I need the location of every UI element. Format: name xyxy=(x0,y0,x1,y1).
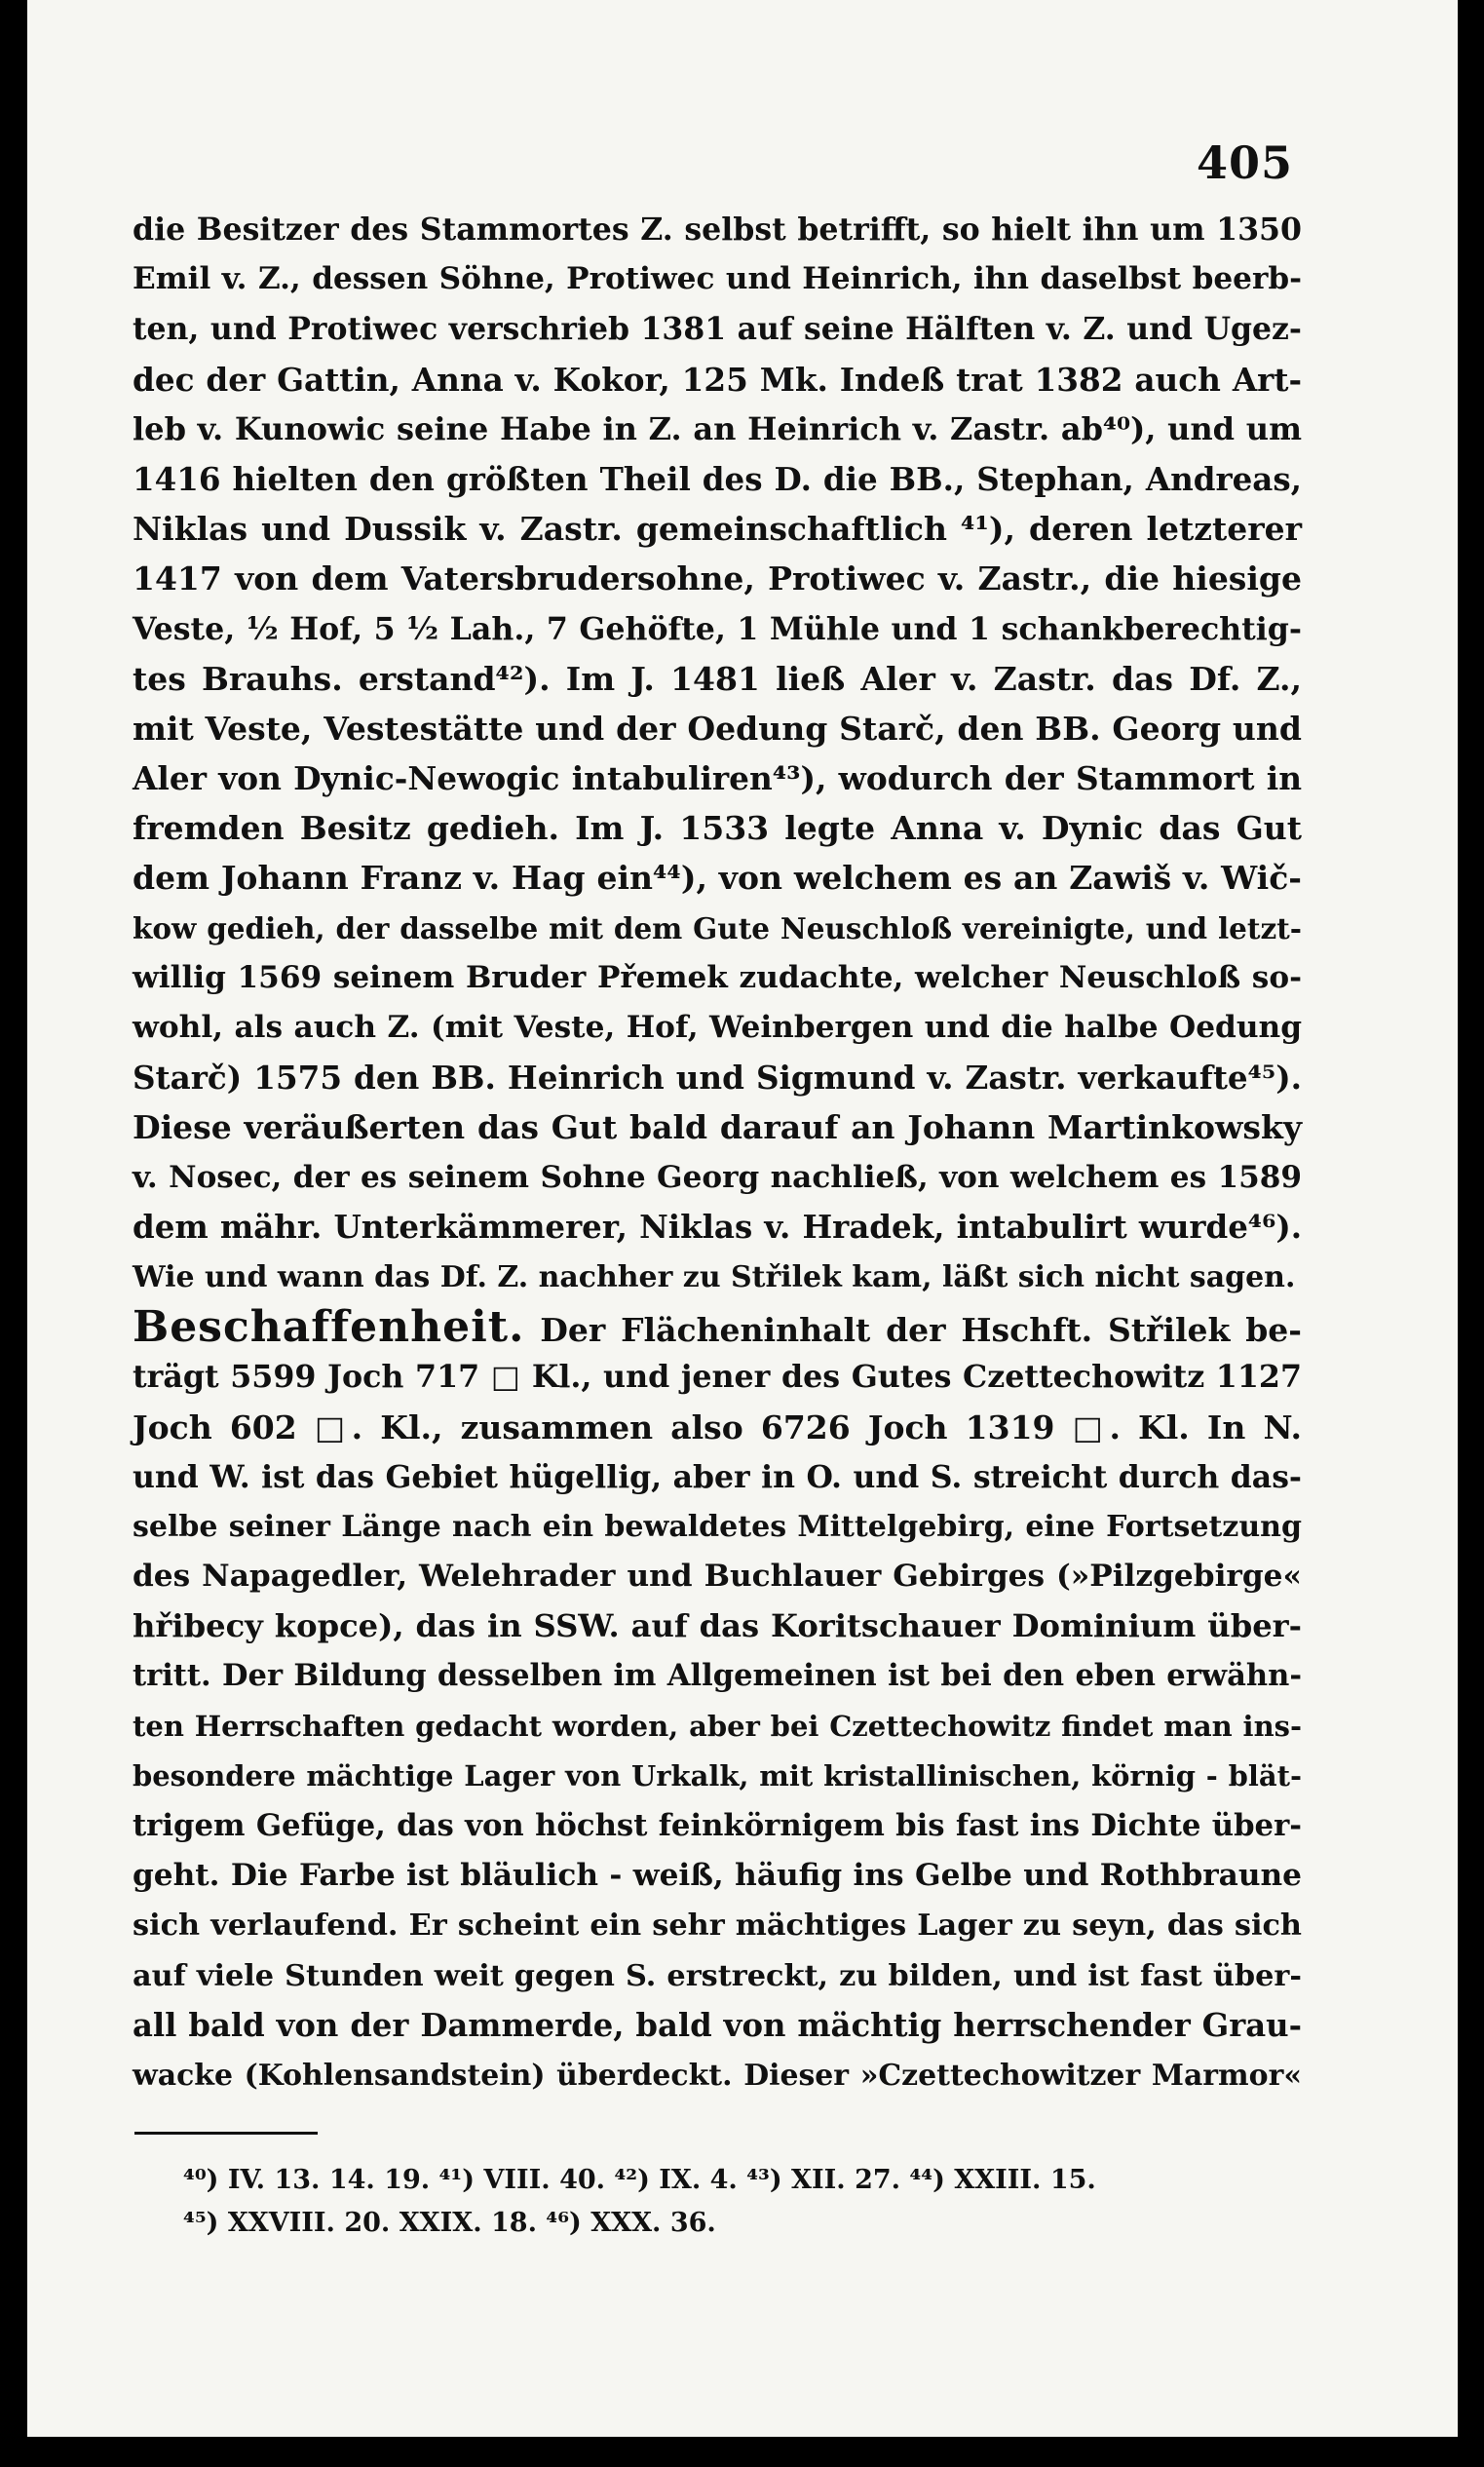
text-line: kow gedieh, der dasselbe mit dem Gute Neuschloß vereinigte, und letzt- xyxy=(133,910,1302,945)
text-line: Aler von Dynic-Newogic intabuliren⁴³), wodurch der Stammort in xyxy=(133,759,1302,798)
text-line: Starč) 1575 den BB. Heinrich und Sigmund v. Zastr. verkaufte⁴⁵). xyxy=(133,1059,1302,1098)
text-line: 1416 hielten den größten Theil des D. die BB., Stephan, Andreas, xyxy=(133,459,1302,498)
footnote-line: ⁴⁰) IV. 13. 14. 19. ⁴¹) VIII. 40. ⁴²) IX. 4. ⁴³) XII. 27. ⁴⁴) XXIII. 15. xyxy=(183,2165,1096,2195)
text-line: Emil v. Z., dessen Söhne, Protiwec und Heinrich, ihn daselbst beerb- xyxy=(133,261,1302,297)
text-line: all bald von der Dammerde, bald von mächtig herrschender Grau- xyxy=(133,2006,1302,2044)
text-line: Niklas und Dussik v. Zastr. gemeinschaftlich ⁴¹), deren letzterer xyxy=(133,510,1302,549)
text-line: sich verlaufend. Er scheint ein sehr mächtiges Lager zu seyn, das sich xyxy=(133,1908,1302,1944)
text-line: des Napagedler, Welehrader und Buchlauer Gebirges (»Pilzgebirge« xyxy=(133,1559,1302,1595)
heading-rest: Der Flächeninhalt der Hschft. Střilek be- xyxy=(524,1311,1302,1350)
text-line: tes Brauhs. erstand⁴²). Im J. 1481 ließ Aler v. Zastr. das Df. Z., xyxy=(133,659,1302,698)
text-line: ten, und Protiwec verschrieb 1381 auf seine Hälften v. Z. und Ugez- xyxy=(133,311,1302,348)
text-line: ten Herrschaften gedacht worden, aber bei Czettechowitz findet man ins- xyxy=(133,1709,1302,1743)
text-line: Wie und wann das Df. Z. nachher zu Střilek kam, läßt sich nicht sagen. xyxy=(133,1259,1296,1294)
body-text xyxy=(133,205,1302,2101)
text-line: hřibecy kopce), das in SSW. auf das Koritschauer Dominium über- xyxy=(133,1607,1302,1645)
text-line: Diese veräußerten das Gut bald darauf an Johann Martinkowsky xyxy=(133,1108,1302,1147)
footnote-line: ⁴⁵) XXVIII. 20. XXIX. 18. ⁴⁶) XXX. 36. xyxy=(183,2208,716,2238)
section-heading-line xyxy=(133,1302,1302,1352)
text-line: 1417 von dem Vatersbrudersohne, Protiwec v. Zastr., die hiesige xyxy=(133,559,1302,598)
text-line: wohl, als auch Z. (mit Veste, Hof, Weinbergen und die halbe Oedung xyxy=(133,1010,1302,1045)
text-line: dem Johann Franz v. Hag ein⁴⁴), von welchem es an Zawiš v. Wič- xyxy=(133,859,1302,898)
text-line: selbe seiner Länge nach ein bewaldetes Mittelgebirg, eine Fortsetzung xyxy=(133,1509,1302,1544)
text-line: wacke (Kohlensandstein) überdeckt. Dieser »Czettechowitzer Marmor« xyxy=(133,2058,1302,2093)
text-line: mit Veste, Vestestätte und der Oedung Starč, den BB. Georg und xyxy=(133,709,1302,748)
book-page xyxy=(27,0,1458,2437)
text-line: fremden Besitz gedieh. Im J. 1533 legte Anna v. Dynic das Gut xyxy=(133,809,1302,848)
text-line: geht. Die Farbe ist bläulich - weiß, häufig ins Gelbe und Rothbraune xyxy=(133,1858,1302,1894)
text-line: v. Nosec, der es seinem Sohne Georg nachließ, von welchem es 1589 xyxy=(133,1159,1302,1195)
footnotes xyxy=(183,2159,1304,2245)
text-line: die Besitzer des Stammortes Z. selbst betrifft, so hielt ihn um 1350 xyxy=(133,212,1302,248)
text-line: Veste, ½ Hof, 5 ½ Lah., 7 Gehöfte, 1 Mühle und 1 schankberechtig- xyxy=(133,610,1302,647)
text-line: besondere mächtige Lager von Urkalk, mit kristallinischen, körnig - blät- xyxy=(133,1758,1302,1792)
text-line: dem mähr. Unterkämmerer, Niklas v. Hradek, intabulirt wurde⁴⁶). xyxy=(133,1208,1302,1246)
text-line: trägt 5599 Joch 717 □ Kl., und jener des Gutes Czettechowitz 1127 xyxy=(133,1359,1302,1396)
text-line: willig 1569 seinem Bruder Přemek zudachte, welcher Neuschloß so- xyxy=(133,959,1302,995)
section-heading: Beschaffenheit. xyxy=(133,1302,525,1353)
text-line: dec der Gattin, Anna v. Kokor, 125 Mk. Indeß trat 1382 auch Art- xyxy=(133,360,1302,399)
text-line: trigem Gefüge, das von höchst feinkörnigem bis fast ins Dichte über- xyxy=(133,1808,1302,1843)
text-line: und W. ist das Gebiet hügellig, aber in O. und S. streicht durch das- xyxy=(133,1458,1302,1495)
footnote-rule xyxy=(134,2132,318,2135)
text-line: tritt. Der Bildung desselben im Allgemeinen ist bei den eben erwähn- xyxy=(133,1658,1302,1694)
text-line: Joch 602 □. Kl., zusammen also 6726 Joch 1319 □. Kl. In N. xyxy=(133,1407,1302,1446)
text-line: auf viele Stunden weit gegen S. erstreckt, zu bilden, und ist fast über- xyxy=(133,1958,1302,1993)
page-number: 405 xyxy=(1197,136,1294,189)
text-line: leb v. Kunowic seine Habe in Z. an Heinrich v. Zastr. ab⁴⁰), und um xyxy=(133,409,1302,447)
